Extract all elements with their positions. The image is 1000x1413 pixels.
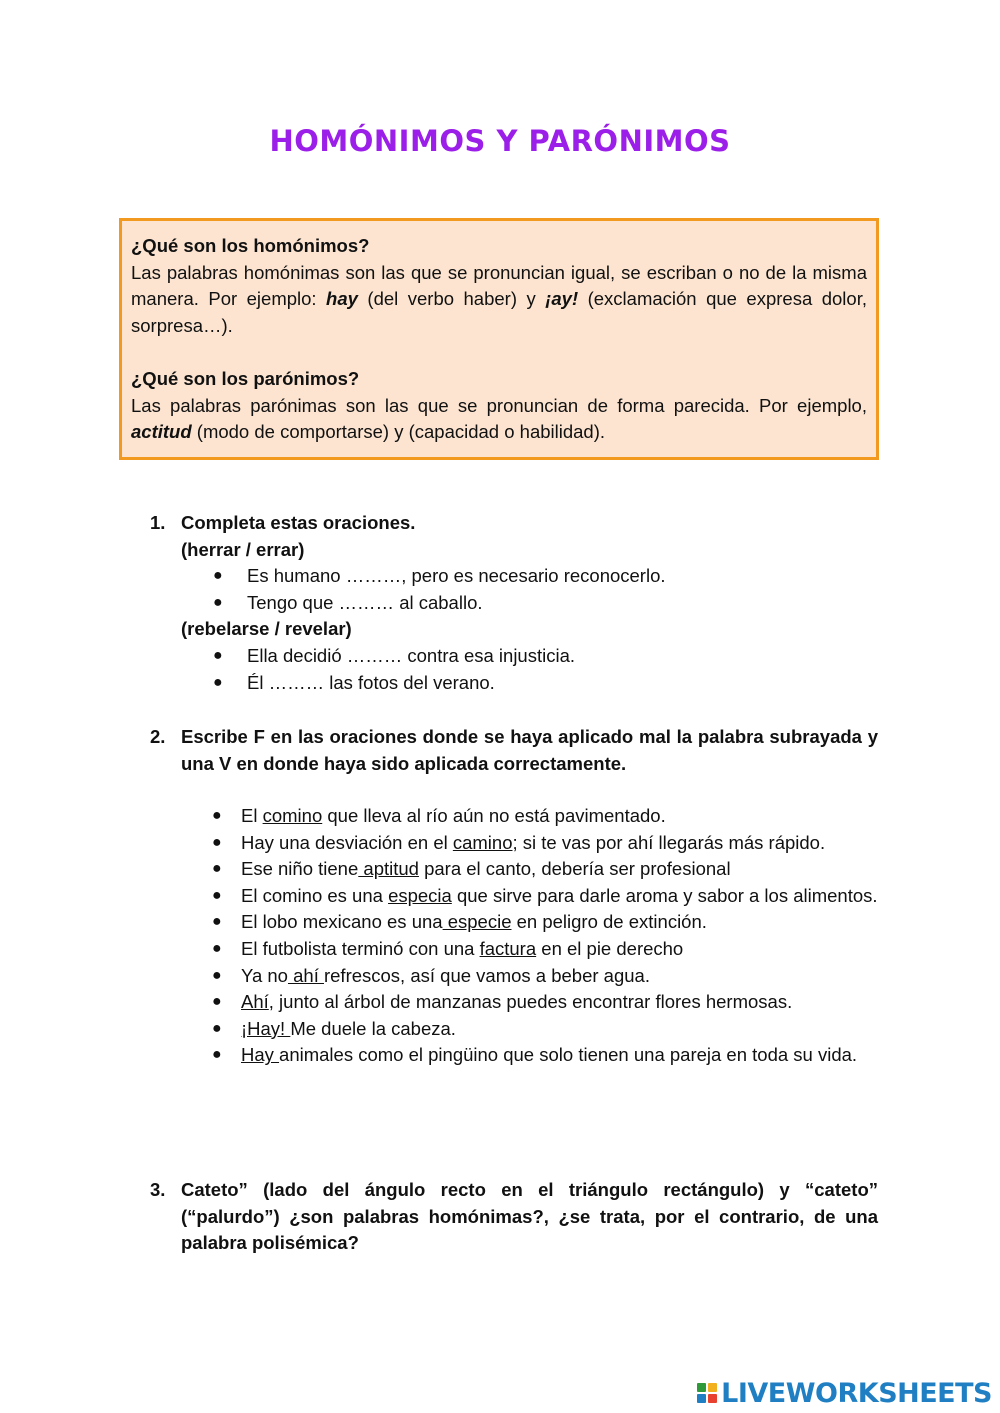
- logo-square: [708, 1383, 717, 1392]
- list-item: ● Él ……… las fotos del verano.: [181, 670, 878, 697]
- exercise-1-pair-1-list: [181, 563, 878, 616]
- exercise-1-pair-2: (rebelarse / revelar): [181, 618, 352, 640]
- list-item: ● El lobo mexicano es una especie en peligro de extinción.: [150, 909, 878, 936]
- bullet-icon: ●: [212, 913, 222, 931]
- bullet-icon: ●: [213, 567, 223, 585]
- underlined-word: ¡Hay!: [241, 1017, 291, 1039]
- exercise-1-number: 1.: [150, 512, 166, 533]
- list-item: ● El comino es una especia que sirve para darle aroma y sabor a los alimentos.: [150, 883, 878, 910]
- underlined-word: especie: [442, 911, 512, 933]
- list-item: ● Ese niño tiene aptitud para el canto, debería ser profesional: [150, 856, 878, 883]
- exercise-2-number: 2.: [150, 726, 166, 747]
- brand-name: LIVEWORKSHEETS: [721, 1377, 992, 1409]
- underlined-word: especia: [388, 884, 452, 906]
- underlined-word: ahí: [287, 964, 324, 986]
- logo-square: [697, 1394, 706, 1403]
- footer-brand[interactable]: [697, 1376, 992, 1410]
- paronimos-definition: Las palabras parónimas son las que se pronuncian de forma parecida. Por ejemplo, actitud (modo de comportarse) y (capacidad o habilidad).: [131, 394, 867, 443]
- bullet-icon: ●: [212, 833, 222, 851]
- logo-square: [697, 1383, 706, 1392]
- exercise-2: [150, 724, 878, 777]
- list-item: ● Ahí, junto al árbol de manzanas puedes encontrar flores hermosas.: [150, 989, 878, 1016]
- bullet-icon: ●: [212, 886, 222, 904]
- bullet-icon: ●: [212, 1046, 222, 1064]
- paronimos-question: ¿Qué son los parónimos?: [131, 367, 360, 389]
- exercise-1-pair-2-list: [181, 643, 878, 696]
- logo-square: [708, 1394, 717, 1403]
- exercise-2-list: [150, 803, 878, 1069]
- underlined-word: aptitud: [358, 858, 419, 880]
- underlined-word: Hay: [241, 1044, 280, 1066]
- underlined-word: comino: [262, 805, 323, 826]
- list-item: ● Ella decidió ……… contra esa injusticia.: [181, 643, 878, 670]
- homonimos-example-1: hay: [326, 288, 358, 310]
- bullet-icon: ●: [212, 993, 222, 1011]
- list-item: ● Es humano ………, pero es necesario reconocerlo.: [181, 563, 878, 590]
- underlined-word: camino: [452, 831, 513, 853]
- list-item: ● El futbolista terminó con una factura en el pie derecho: [150, 936, 878, 963]
- list-item: ● El comino que lleva al río aún no está pavimentado.: [150, 803, 878, 830]
- bullet-icon: ●: [213, 646, 223, 664]
- list-item: ● ¡Hay! Me duele la cabeza.: [150, 1016, 878, 1043]
- bullet-icon: ●: [213, 593, 223, 611]
- exercise-1-pair-1: (herrar / errar): [181, 538, 305, 560]
- homonimos-definition: Las palabras homónimas son las que se pronuncian igual, se escriban o no de la misma manera. Por ejemplo: hay (del verbo haber) y ¡ay! (exclamación que expresa dolor, sorpresa…).: [131, 261, 867, 336]
- exercise-1-heading: Completa estas oraciones.: [181, 512, 416, 533]
- bullet-icon: ●: [212, 939, 222, 957]
- underlined-word: Ahí: [241, 991, 269, 1013]
- exercise-3-text: Cateto” (lado del ángulo recto en el triángulo rectángulo) y “cateto” (“palurdo”) ¿son palabras homónimas?, ¿se trata, por el contrario, de una palabra polisémica?: [181, 1179, 878, 1254]
- list-item: ● Tengo que ……… al caballo.: [181, 590, 878, 617]
- exercise-3: [150, 1177, 878, 1257]
- paronimos-example-1: actitud: [131, 421, 192, 443]
- bullet-icon: ●: [213, 673, 223, 691]
- bullet-icon: ●: [212, 966, 222, 984]
- exercise-2-heading: Escribe F en las oraciones donde se haya aplicado mal la palabra subrayada y una V en donde haya sido aplicada correctamente.: [181, 726, 878, 774]
- bullet-icon: ●: [212, 1019, 222, 1037]
- bullet-icon: ●: [212, 807, 222, 824]
- liveworksheets-logo-icon: [697, 1383, 717, 1403]
- page-title: HOMÓNIMOS Y PARÓNIMOS: [269, 124, 731, 158]
- list-item: ● Ya no ahí refrescos, así que vamos a beber agua.: [150, 963, 878, 990]
- homonimos-question: ¿Qué son los homónimos?: [131, 235, 370, 256]
- definitions-box: [119, 218, 879, 460]
- list-item: ● Hay una desviación en el camino; si te vas por ahí llegarás más rápido.: [150, 830, 878, 857]
- list-item: ● Hay animales como el pingüino que solo tienen una pareja en toda su vida.: [150, 1042, 878, 1069]
- exercise-1: [150, 510, 878, 696]
- exercise-2-list-container: [150, 803, 878, 1069]
- homonimos-example-2: ¡ay!: [545, 288, 579, 310]
- bullet-icon: ●: [212, 860, 222, 878]
- underlined-word: factura: [479, 937, 537, 959]
- exercise-3-number: 3.: [150, 1179, 166, 1200]
